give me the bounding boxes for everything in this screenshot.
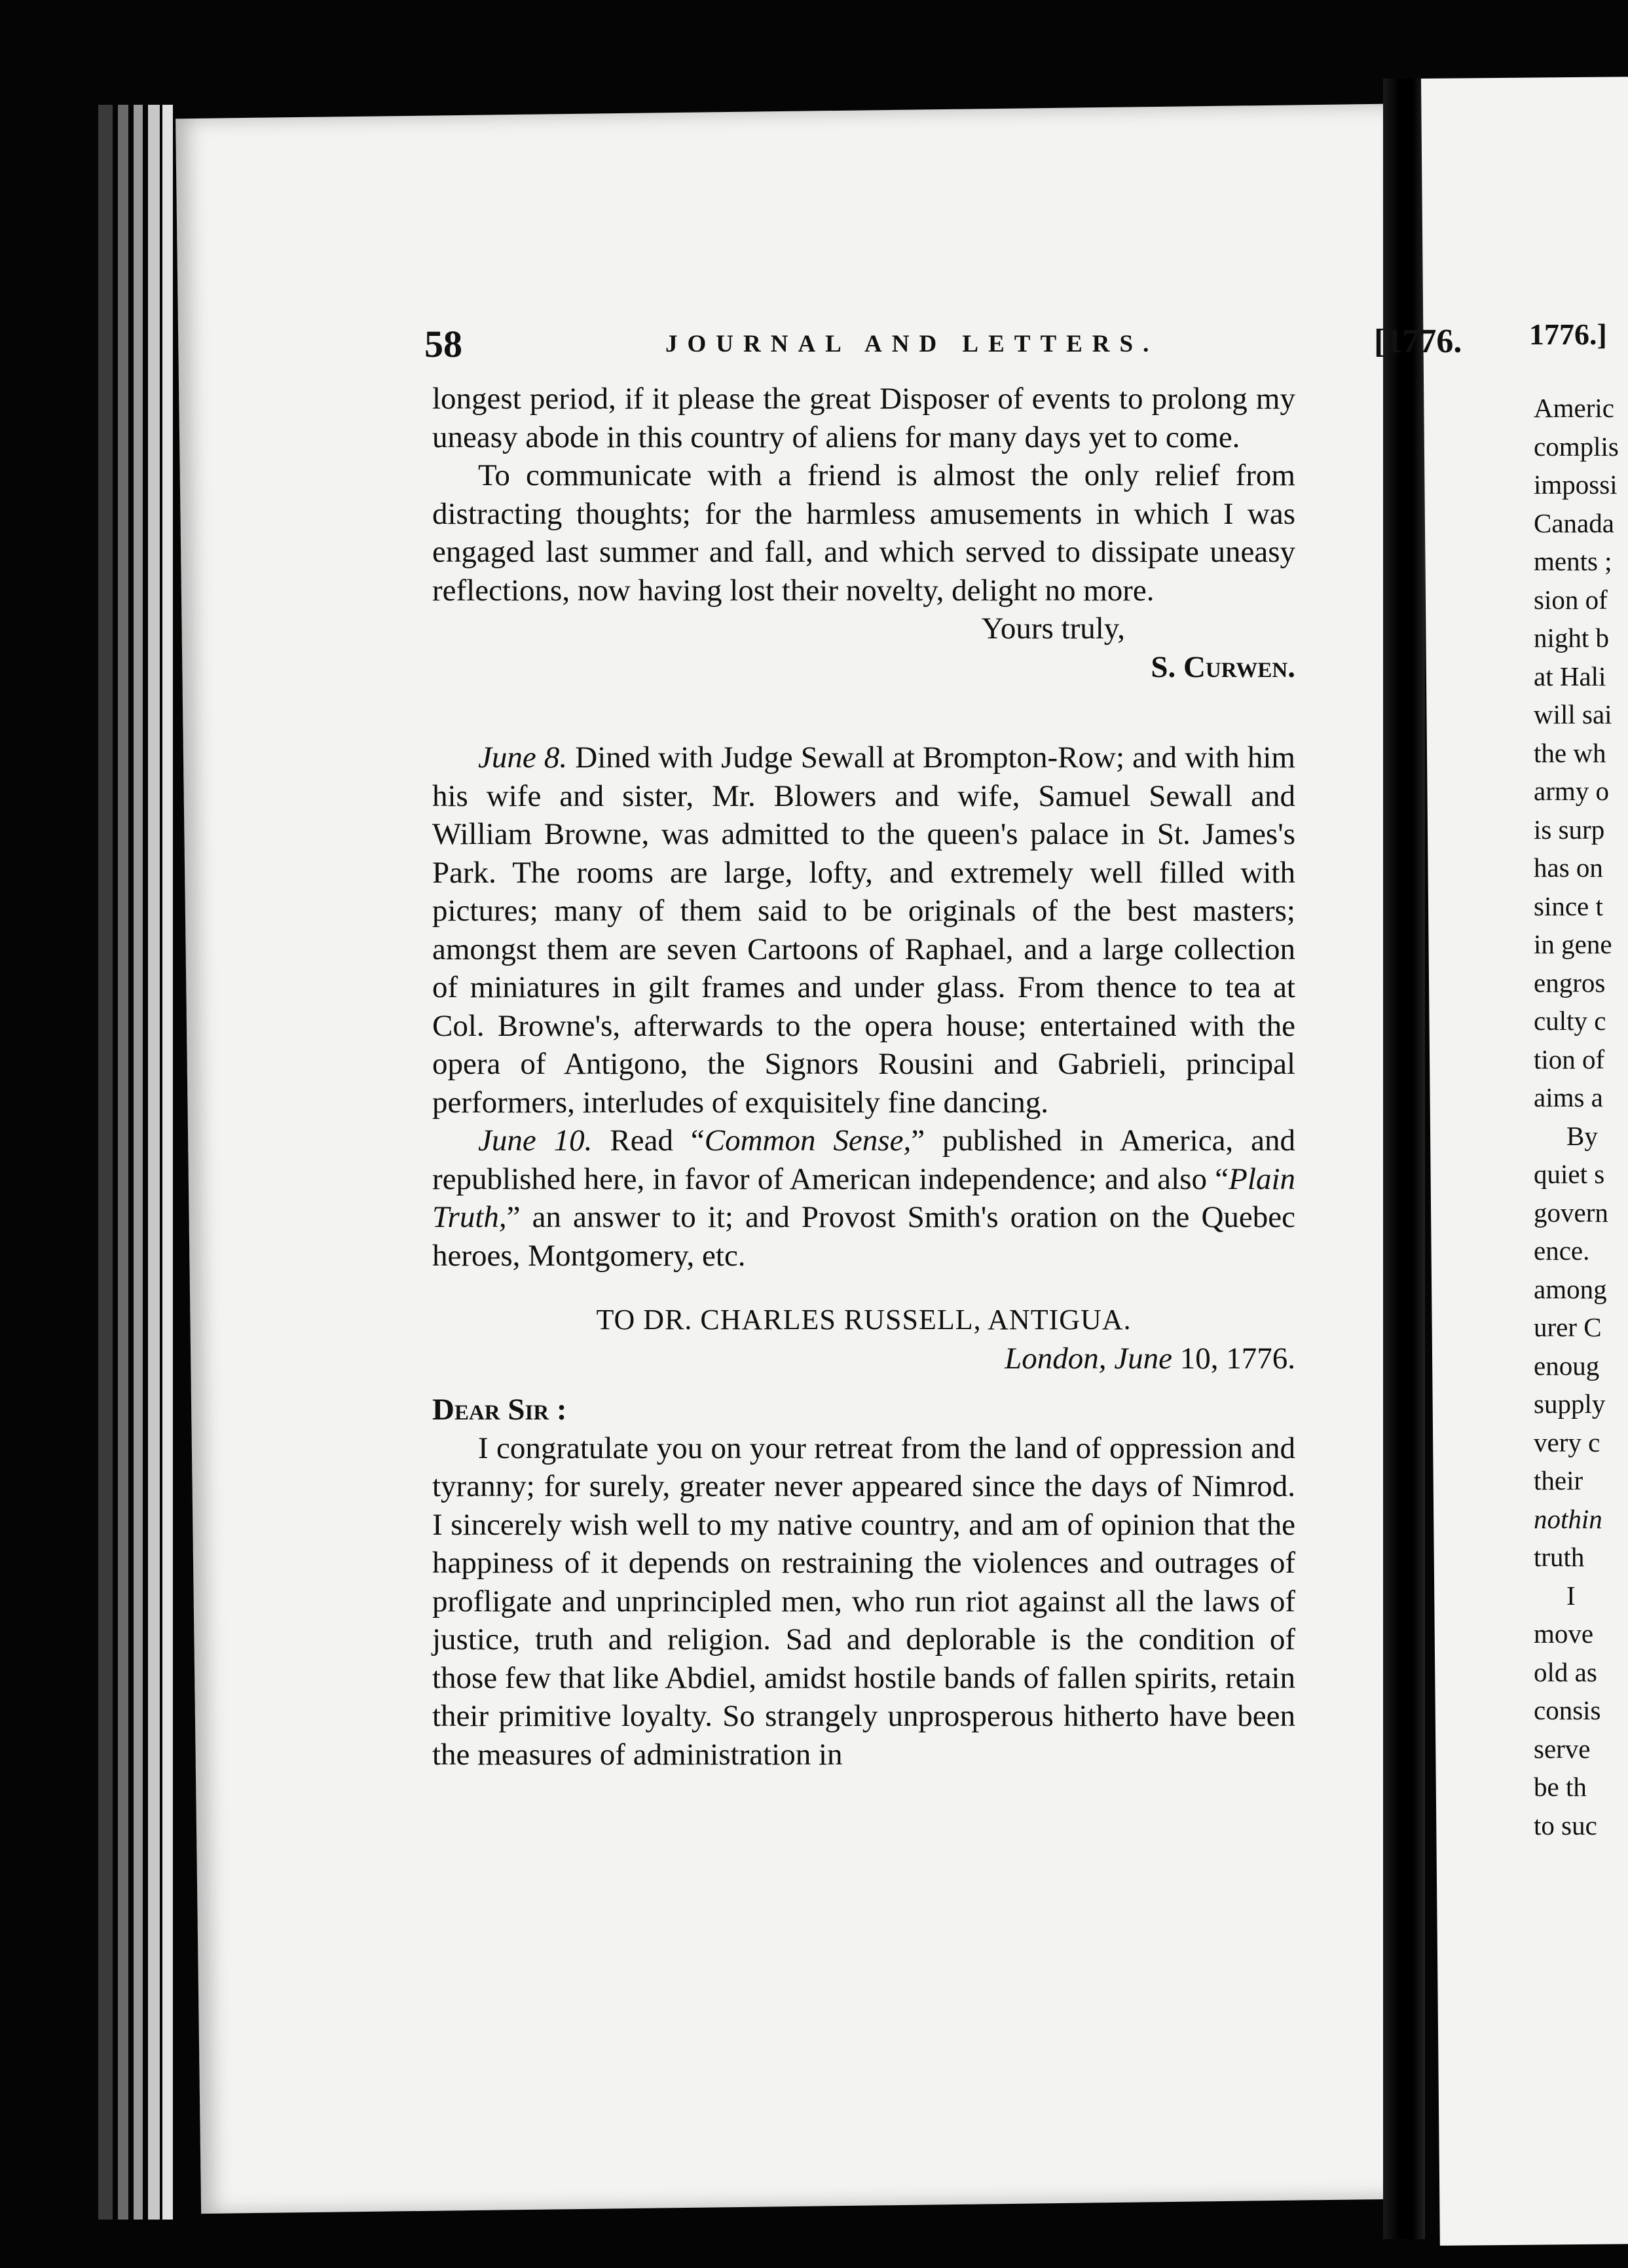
page-edge xyxy=(98,105,113,2220)
journal-entry xyxy=(432,739,1295,1122)
right-page-line: be th xyxy=(1534,1772,1587,1802)
right-page-line: ence. xyxy=(1534,1235,1590,1266)
right-page-line: Americ xyxy=(1534,393,1614,423)
right-page-line: old as xyxy=(1534,1656,1597,1687)
closing: Yours truly, xyxy=(981,612,1125,646)
dateline-month: June xyxy=(1114,1341,1172,1376)
entry-text: ” published in America, and republished here, in favor of American independence; and also “ xyxy=(432,1124,1295,1196)
right-page-line: quiet s xyxy=(1534,1159,1605,1189)
right-page-line: move xyxy=(1534,1619,1594,1649)
right-page-line: ments ; xyxy=(1534,546,1612,576)
right-page-line: engros xyxy=(1534,967,1606,998)
right-page-line: aims a xyxy=(1534,1082,1603,1112)
page-edge xyxy=(134,105,143,2220)
right-page-fragments xyxy=(1534,389,1628,1844)
book-title: Plain Truth, xyxy=(432,1161,1295,1234)
right-page-line: culty c xyxy=(1534,1006,1606,1036)
entry-text: Read “ xyxy=(592,1124,705,1158)
right-running-year: 1776.] xyxy=(1529,318,1607,351)
right-page-line: serve xyxy=(1534,1733,1591,1764)
right-page-line: in gene xyxy=(1534,929,1612,959)
journal-entry xyxy=(432,1122,1295,1275)
page-edge xyxy=(148,105,160,2220)
right-page-line: among xyxy=(1534,1273,1607,1304)
right-page-line: enoug xyxy=(1534,1350,1600,1381)
right-page-line: night b xyxy=(1534,623,1610,653)
letter-dateline xyxy=(432,1340,1295,1378)
right-page-line: govern xyxy=(1534,1197,1608,1228)
right-page-line: complis xyxy=(1534,431,1619,462)
signature: S. Curwen. xyxy=(1151,649,1295,684)
dateline-rest: 10, 1776. xyxy=(1172,1341,1295,1376)
right-page-line: their xyxy=(1534,1465,1583,1495)
paragraph: To communicate with a friend is almost the only relief from distracting thoughts; for the harmless amusements in which I was engaged last summer and fall, and which served to dissipate uneasy reflections, now having lost their novelty, delight no more. xyxy=(432,458,1295,608)
right-page-line: has on xyxy=(1534,852,1603,883)
letter-body: I congratulate you on your retreat from the land of oppression and tyranny; for surely, greater never appeared since the days of Nimrod. I sincerely wish well to my native country, and am of opinion that the happiness of it depends on restraining the violences and outrages of profligate and unprincipled men, who run riot against all the laws of justice, truth and religion. Sad and deplorable is the condition of those few that like Abdiel, amidst hostile bands of fallen spirits, retain their primitive loyalty. So strangely unprosperous hitherto have been the measures of administration in xyxy=(432,1431,1295,1772)
right-page-line: army o xyxy=(1534,776,1609,806)
entry-text: Dined with Judge Sewall at Brompton-Row; and with him his wife and sister, Mr. Blowers and wife, Samuel Sewall and William Browne, was admitted to the queen's palace in St. James's Park. The rooms are large, lofty, and extremely well filled with pictures; many of them said to be originals of the best masters; amongst them are seven Cartoons of Raphael, and a large collection of miniatures in gilt frames and under glass. From thence to tea at Col. Browne's, afterwards to the opera house; entertained with the opera of Antigono, the Signors Rousini and Gabrieli, principal performers, interludes of exquisitely fine dancing. xyxy=(432,741,1295,1120)
right-page-line: I xyxy=(1566,1580,1576,1611)
right-page-line: sion of xyxy=(1534,584,1608,615)
right-page-line: tion of xyxy=(1534,1044,1605,1074)
right-page-line: is surp xyxy=(1534,814,1605,845)
right-page-line: to suc xyxy=(1534,1810,1597,1840)
right-page-line: impossi xyxy=(1534,469,1618,500)
right-page-line: By xyxy=(1566,1120,1598,1151)
salutation: Dear Sir : xyxy=(432,1393,567,1427)
page-body xyxy=(432,380,1295,1774)
right-page-line: urer C xyxy=(1534,1312,1602,1342)
entry-date: June 8. xyxy=(478,741,568,775)
dateline-place: London, xyxy=(1005,1341,1107,1376)
page-edge xyxy=(118,105,128,2220)
running-head xyxy=(424,322,1462,368)
letter-recipient: TO DR. CHARLES RUSSELL, ANTIGUA. xyxy=(596,1304,1132,1336)
book-title: Common Sense, xyxy=(704,1124,912,1158)
right-page-line: consis xyxy=(1534,1695,1601,1725)
running-title: JOURNAL AND LETTERS. xyxy=(665,331,1159,357)
right-page-line: nothin xyxy=(1534,1503,1602,1534)
entry-text: ” an answer to it; and Provost Smith's oration on the Quebec heroes, Montgomery, etc. xyxy=(432,1200,1295,1273)
book-gutter xyxy=(1383,79,1425,2239)
right-page-line: will sai xyxy=(1534,699,1612,729)
right-page-line: truth xyxy=(1534,1542,1585,1572)
entry-date: June 10. xyxy=(478,1124,593,1158)
paragraph-continuation: longest period, if it please the great Disposer of events to prolong my uneasy abode in this country of aliens for many days yet to come. xyxy=(432,382,1295,454)
right-page-line: since t xyxy=(1534,890,1603,921)
right-page-line: the wh xyxy=(1534,737,1606,768)
right-page-line: supply xyxy=(1534,1389,1606,1419)
right-page-line: at Hali xyxy=(1534,661,1606,691)
page-edge xyxy=(162,105,173,2220)
page-number: 58 xyxy=(424,323,462,365)
right-page-line: very c xyxy=(1534,1427,1600,1457)
right-page-line: Canada xyxy=(1534,507,1614,538)
running-year: [1776. xyxy=(1374,323,1462,360)
